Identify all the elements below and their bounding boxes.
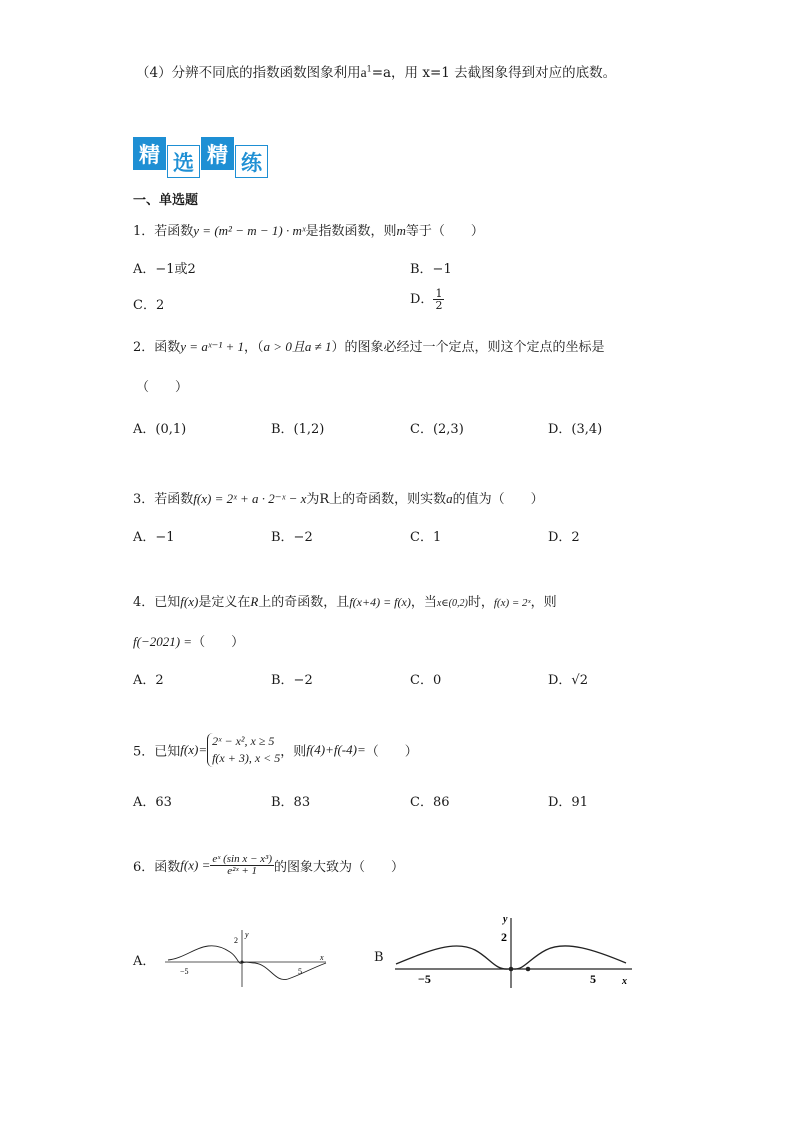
q4-stem-f: ，则 — [530, 595, 557, 610]
q6-numerator: eˣ (sin x − x³) — [212, 853, 272, 865]
q5-piecewise — [207, 733, 280, 767]
q6-denominator: e²ˣ + 1 — [227, 865, 258, 877]
q5-stem-a: 5．已知 — [133, 744, 181, 760]
q3-formula: f(x) = 2ˣ + a · 2⁻ˣ − x — [193, 491, 307, 506]
intro-eq-base: a — [360, 65, 367, 80]
question-3-stem — [133, 488, 544, 507]
q5-expr: f(4)+f(-4)= — [306, 742, 366, 757]
q4-option-a[interactable]: A．2 — [133, 673, 164, 688]
q2-answer-bracket: （ ） — [136, 380, 189, 395]
q2-option-c[interactable]: C．(2,3) — [410, 422, 464, 437]
graph-a-y-label: y — [245, 930, 249, 939]
q1-stem-c: 等于（ ） — [405, 224, 484, 239]
q5-option-b[interactable]: B．83 — [271, 795, 311, 810]
q1-option-c[interactable]: C．2 — [133, 298, 165, 313]
q4-option-b[interactable]: B．−2 — [271, 673, 313, 688]
q4-option-c[interactable]: C．0 — [410, 673, 442, 688]
graph-b-x-label: x — [622, 976, 627, 987]
q6-option-a-label[interactable]: A． — [133, 954, 156, 969]
q4-f3: f(x) = 2ˣ — [493, 597, 531, 609]
q1-stem-a: 1．若函数 — [133, 224, 194, 239]
q1-frac-num: 1 — [435, 287, 443, 300]
intro-eq-sup: 1 — [366, 64, 372, 74]
graph-a-origin-dot — [241, 961, 244, 964]
q5-stem-c: （ ） — [365, 744, 418, 760]
graph-b-x-tick-right: 5 — [590, 972, 596, 986]
graph-a-x-tick-right: 5 — [298, 967, 302, 976]
q6-fraction — [210, 854, 274, 877]
q1-option-d-label: D． — [410, 292, 434, 307]
q1-option-d-fraction — [433, 288, 444, 311]
q5-stem-b: ，则 — [280, 744, 307, 760]
q2-stem-c: ）的图象必经过一个定点，则这个定点的坐标是 — [331, 340, 605, 355]
graph-a-curve — [168, 946, 326, 980]
section-banner — [133, 137, 268, 173]
q4-stem-c: 上的奇函数，且 — [258, 595, 350, 610]
q1-option-a[interactable]: A．−1或2 — [133, 262, 196, 277]
q2-option-d[interactable]: D．(3,4) — [548, 422, 603, 437]
q4-domain: x∈(0,2) — [436, 598, 468, 609]
q1-var: m — [396, 223, 406, 238]
question-2-stem — [133, 336, 604, 355]
graph-a-x-label: x — [320, 953, 324, 962]
q3-var: a — [446, 491, 453, 506]
q4-f2: f(x+4) = f(x) — [349, 595, 411, 609]
q4-stem-a: 4．已知 — [133, 595, 181, 610]
graph-b-y-tick: 2 — [501, 930, 507, 944]
banner-char-4: 练 — [235, 145, 268, 178]
graph-a-y-tick: 2 — [234, 936, 238, 945]
q6-fx: f(x) = — [180, 857, 211, 873]
section-heading: 一、单选题 — [133, 193, 199, 208]
q5-option-d[interactable]: D．91 — [548, 795, 588, 810]
graph-a-x-tick-left: −5 — [180, 967, 189, 976]
graph-b-y-label: y — [503, 914, 508, 925]
q6-graph-a[interactable] — [160, 925, 330, 990]
graph-b-marker-dot — [526, 967, 531, 972]
q2-option-a[interactable]: A．(0,1) — [133, 422, 187, 437]
q4-stem-e: 时， — [467, 595, 494, 610]
banner-char-1: 精 — [133, 137, 166, 170]
q3-stem-a: 3．若函数 — [133, 492, 194, 507]
intro-prefix: （4）分辨不同底的指数函数图象利用 — [136, 65, 361, 81]
question-4-line2 — [133, 631, 244, 650]
graph-b-origin-dot — [509, 967, 514, 972]
q3-stem-b: 为R上的奇函数，则实数 — [306, 492, 447, 507]
q2-option-b[interactable]: B．(1,2) — [271, 422, 325, 437]
q5-fx: f(x)= — [180, 742, 208, 757]
q3-option-d[interactable]: D．2 — [548, 530, 580, 545]
q1-option-d[interactable] — [410, 288, 444, 311]
q1-frac-den: 2 — [435, 299, 443, 312]
intro-line — [136, 61, 616, 81]
question-5-stem — [133, 733, 418, 767]
q5-option-c[interactable]: C．86 — [410, 795, 450, 810]
q2-stem-b: ，（ — [244, 340, 264, 355]
q2-stem-a: 2．函数 — [133, 340, 181, 355]
q3-option-c[interactable]: C．1 — [410, 530, 442, 545]
q4-stem-d: ，当 — [410, 595, 437, 610]
q4-stem-b: 是定义在 — [198, 595, 251, 610]
banner-char-3: 精 — [201, 137, 234, 170]
q1-stem-b: 是指数函数，则 — [305, 224, 397, 239]
question-6-stem — [133, 854, 404, 877]
q2-formula: y = aˣ⁻¹ + 1 — [180, 339, 245, 354]
q4-option-d[interactable]: D．√2 — [548, 673, 588, 688]
q5-case-2: f(x + 3), x < 5 — [212, 751, 281, 765]
banner-char-2: 选 — [167, 145, 200, 178]
q3-stem-c: 的值为（ ） — [452, 492, 544, 507]
q6-option-b-label[interactable]: B — [374, 950, 384, 965]
q5-option-a[interactable]: A．63 — [133, 795, 172, 810]
q2-condition: a > 0且a ≠ 1 — [263, 339, 332, 354]
q1-formula: y = (m² − m − 1) · mˣ — [193, 223, 306, 238]
q5-case-1: 2ˣ − x², x ≥ 5 — [212, 734, 275, 748]
q6-graph-b[interactable] — [390, 910, 635, 990]
q1-option-b[interactable]: B．−1 — [410, 262, 452, 277]
q6-stem-a: 6．函数 — [133, 860, 181, 875]
q3-option-a[interactable]: A．−1 — [133, 530, 175, 545]
q3-option-b[interactable]: B．−2 — [271, 530, 313, 545]
question-1-stem — [133, 220, 484, 239]
q4-line2-formula: f(−2021) = — [133, 634, 193, 649]
q4-f1: f(x) — [180, 594, 199, 609]
q4-line2-bracket: （ ） — [192, 635, 245, 650]
q4-R: R — [250, 594, 259, 609]
q6-stem-b: 的图象大致为（ ） — [273, 860, 404, 875]
graph-b-x-tick-left: −5 — [418, 972, 431, 986]
intro-eq-tail: =a，用 x=1 去截图象得到对应的底数。 — [371, 65, 617, 81]
question-4-stem — [133, 591, 557, 610]
